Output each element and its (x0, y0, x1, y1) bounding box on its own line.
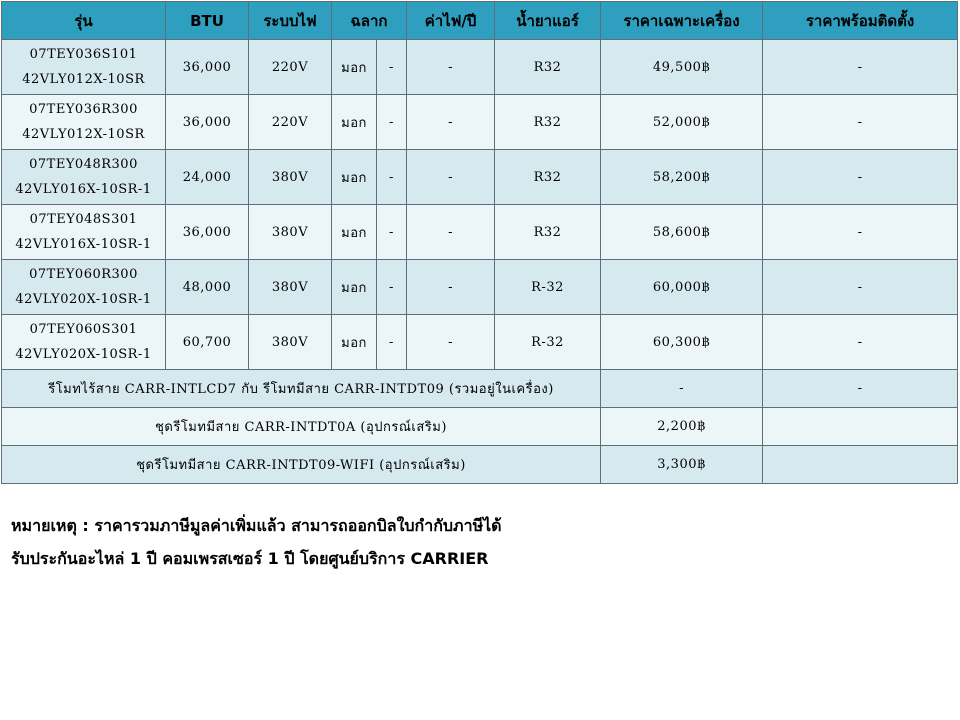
cost-cell: - (407, 315, 495, 370)
accessory-desc: รีโมทไร้สาย CARR-INTLCD7 กับ รีโมทมีสาย CARR-INTDT09 (รวมอยู่ในเครื่อง) (2, 370, 601, 408)
power-cell: 220V (249, 95, 332, 150)
model-indoor: 42VLY020X-10SR-1 (15, 292, 152, 307)
power-cell: 220V (249, 40, 332, 95)
label-cell: มอก (332, 315, 377, 370)
model-outdoor: 07TEY048S301 (29, 212, 138, 227)
accessory-install-price: - (763, 370, 958, 408)
btu-cell: 36,000 (166, 95, 249, 150)
install-price-cell: - (763, 205, 958, 260)
btu-cell: 48,000 (166, 260, 249, 315)
refrigerant-cell: R32 (495, 95, 601, 150)
accessory-price: 3,300฿ (601, 446, 763, 484)
table-row (2, 95, 958, 150)
btu-cell: 36,000 (166, 40, 249, 95)
install-price-cell: - (763, 315, 958, 370)
refrigerant-cell: R32 (495, 205, 601, 260)
model-cell (2, 40, 166, 95)
accessory-desc: ชุดรีโมทมีสาย CARR-INTDT09-WIFI (อุปกรณ์เสริม) (2, 446, 601, 484)
label-cell: มอก (332, 205, 377, 260)
table-row (2, 205, 958, 260)
power-cell: 380V (249, 150, 332, 205)
model-indoor: 42VLY012X-10SR (22, 72, 145, 87)
model-indoor: 42VLY020X-10SR-1 (15, 347, 152, 362)
power-cell: 380V (249, 315, 332, 370)
model-cell (2, 205, 166, 260)
install-price-cell: - (763, 260, 958, 315)
label-extra-cell: - (377, 260, 407, 315)
refrigerant-cell: R32 (495, 40, 601, 95)
table-header-row (2, 2, 958, 40)
price-cell: 52,000฿ (601, 95, 763, 150)
label-extra-cell: - (377, 205, 407, 260)
table-row (2, 315, 958, 370)
accessory-row (2, 446, 958, 484)
model-cell (2, 260, 166, 315)
price-cell: 58,200฿ (601, 150, 763, 205)
header-price: ราคาเฉพาะเครื่อง (601, 2, 763, 40)
accessory-install-price (763, 446, 958, 484)
model-indoor: 42VLY016X-10SR-1 (15, 182, 152, 197)
cost-cell: - (407, 260, 495, 315)
label-cell: มอก (332, 260, 377, 315)
price-cell: 60,300฿ (601, 315, 763, 370)
model-cell (2, 315, 166, 370)
header-refrigerant: น้ำยาแอร์ (495, 2, 601, 40)
btu-cell: 60,700 (166, 315, 249, 370)
model-outdoor: 07TEY048R300 (29, 157, 138, 172)
accessory-install-price (763, 408, 958, 446)
refrigerant-cell: R-32 (495, 260, 601, 315)
model-outdoor: 07TEY060S301 (29, 322, 138, 337)
price-cell: 58,600฿ (601, 205, 763, 260)
cost-cell: - (407, 150, 495, 205)
btu-cell: 24,000 (166, 150, 249, 205)
accessory-row (2, 408, 958, 446)
header-power: ระบบไฟ (249, 2, 332, 40)
label-extra-cell: - (377, 40, 407, 95)
accessory-row (2, 370, 958, 408)
power-cell: 380V (249, 260, 332, 315)
header-install-price: ราคาพร้อมติดตั้ง (763, 2, 958, 40)
label-cell: มอก (332, 95, 377, 150)
cost-cell: - (407, 205, 495, 260)
table-row (2, 260, 958, 315)
label-extra-cell: - (377, 150, 407, 205)
header-cost: ค่าไฟ/ปี (407, 2, 495, 40)
label-cell: มอก (332, 40, 377, 95)
model-indoor: 42VLY012X-10SR (22, 127, 145, 142)
accessory-desc: ชุดรีโมทมีสาย CARR-INTDT0A (อุปกรณ์เสริม) (2, 408, 601, 446)
btu-cell: 36,000 (166, 205, 249, 260)
table-row (2, 150, 958, 205)
model-indoor: 42VLY016X-10SR-1 (15, 237, 152, 252)
model-outdoor: 07TEY036R300 (29, 102, 138, 117)
table-row (2, 40, 958, 95)
accessory-price: 2,200฿ (601, 408, 763, 446)
header-label: ฉลาก (332, 2, 407, 40)
label-extra-cell: - (377, 95, 407, 150)
label-extra-cell: - (377, 315, 407, 370)
refrigerant-cell: R32 (495, 150, 601, 205)
model-outdoor: 07TEY036S101 (29, 47, 138, 62)
price-table (1, 1, 958, 484)
cost-cell: - (407, 95, 495, 150)
note-vat: หมายเหตุ : ราคารวมภาษีมูลค่าเพิ่มแล้ว สามารถออกบิลใบกำกับภาษีได้ (11, 516, 502, 535)
header-model: รุ่น (2, 2, 166, 40)
model-cell (2, 150, 166, 205)
power-cell: 380V (249, 205, 332, 260)
price-cell: 60,000฿ (601, 260, 763, 315)
model-outdoor: 07TEY060R300 (29, 267, 138, 282)
install-price-cell: - (763, 150, 958, 205)
install-price-cell: - (763, 95, 958, 150)
refrigerant-cell: R-32 (495, 315, 601, 370)
price-cell: 49,500฿ (601, 40, 763, 95)
note-warranty: รับประกันอะไหล่ 1 ปี คอมเพรสเซอร์ 1 ปี โดยศูนย์บริการ CARRIER (11, 549, 489, 568)
accessory-price: - (601, 370, 763, 408)
label-cell: มอก (332, 150, 377, 205)
header-btu: BTU (166, 2, 249, 40)
install-price-cell: - (763, 40, 958, 95)
cost-cell: - (407, 40, 495, 95)
model-cell (2, 95, 166, 150)
